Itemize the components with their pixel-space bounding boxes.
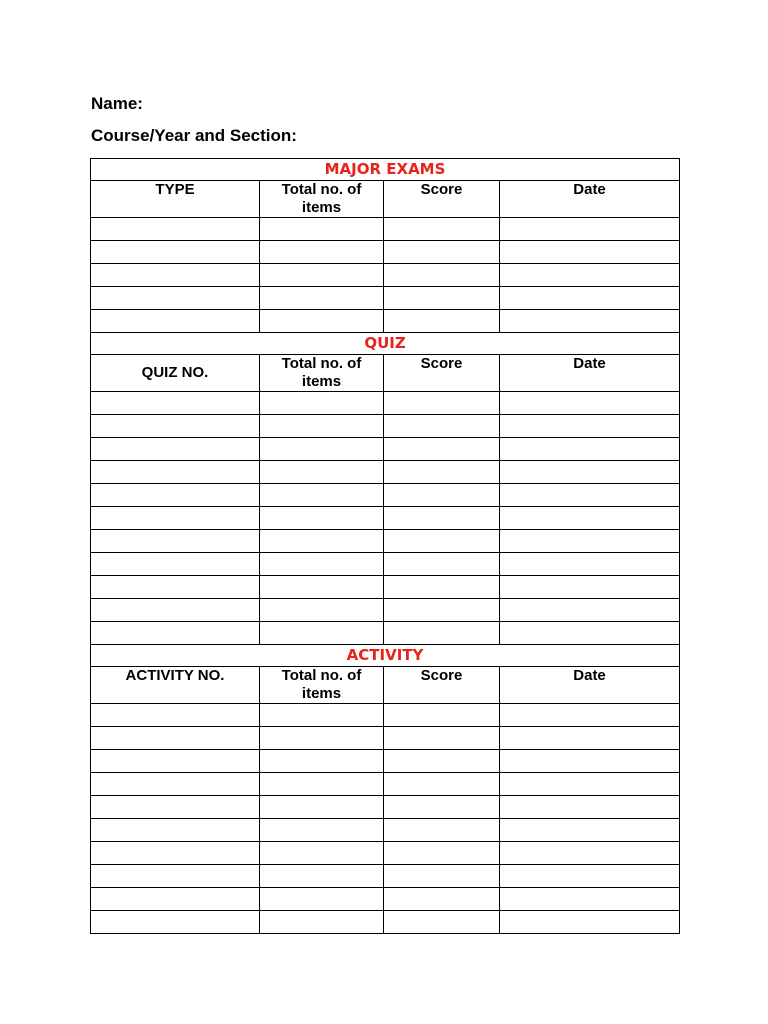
major-exams-date-cell[interactable] xyxy=(500,287,680,310)
major-exams-date-cell[interactable] xyxy=(500,264,680,287)
activity-entry-row xyxy=(91,796,680,819)
activity-entry-row xyxy=(91,727,680,750)
major-exams-header-date: Date xyxy=(500,181,680,218)
quiz-entry-row xyxy=(91,415,680,438)
activity-activity-no-cell[interactable] xyxy=(91,796,260,819)
major-exams-date-cell[interactable] xyxy=(500,241,680,264)
activity-section-title: ACTIVITY xyxy=(91,645,680,667)
quiz-total-no-of-items-cell[interactable] xyxy=(260,484,384,507)
activity-activity-no-cell[interactable] xyxy=(91,773,260,796)
quiz-quiz-no-cell[interactable] xyxy=(91,599,260,622)
quiz-entry-row xyxy=(91,461,680,484)
activity-score-cell[interactable] xyxy=(384,911,500,934)
activity-entry-row xyxy=(91,704,680,727)
quiz-entry-row xyxy=(91,484,680,507)
activity-score-cell[interactable] xyxy=(384,842,500,865)
quiz-score-cell[interactable] xyxy=(384,599,500,622)
major-exams-score-cell[interactable] xyxy=(384,264,500,287)
major-exams-section-title-row xyxy=(91,159,680,181)
major-exams-score-cell[interactable] xyxy=(384,287,500,310)
quiz-date-cell[interactable] xyxy=(500,530,680,553)
quiz-quiz-no-cell[interactable] xyxy=(91,392,260,415)
quiz-entry-row xyxy=(91,507,680,530)
quiz-entry-row xyxy=(91,576,680,599)
activity-header-date: Date xyxy=(500,667,680,704)
major-exams-entry-row xyxy=(91,241,680,264)
major-exams-total-no-of-items-cell[interactable] xyxy=(260,310,384,333)
activity-total-no-of-items-cell[interactable] xyxy=(260,750,384,773)
activity-date-cell[interactable] xyxy=(500,773,680,796)
activity-header-activity-no: ACTIVITY NO. xyxy=(91,667,260,704)
activity-activity-no-cell[interactable] xyxy=(91,704,260,727)
quiz-entry-row xyxy=(91,622,680,645)
quiz-total-no-of-items-cell[interactable] xyxy=(260,461,384,484)
activity-score-cell[interactable] xyxy=(384,796,500,819)
quiz-entry-row xyxy=(91,438,680,461)
activity-date-cell[interactable] xyxy=(500,796,680,819)
activity-total-no-of-items-cell[interactable] xyxy=(260,888,384,911)
quiz-quiz-no-cell[interactable] xyxy=(91,507,260,530)
grades-table xyxy=(90,158,680,934)
activity-date-cell[interactable] xyxy=(500,911,680,934)
quiz-score-cell[interactable] xyxy=(384,415,500,438)
major-exams-date-cell[interactable] xyxy=(500,310,680,333)
quiz-date-cell[interactable] xyxy=(500,461,680,484)
quiz-header-quiz-no: QUIZ NO. xyxy=(91,355,260,392)
activity-activity-no-cell[interactable] xyxy=(91,865,260,888)
quiz-quiz-no-cell[interactable] xyxy=(91,622,260,645)
quiz-score-cell[interactable] xyxy=(384,553,500,576)
major-exams-score-cell[interactable] xyxy=(384,218,500,241)
quiz-entry-row xyxy=(91,392,680,415)
major-exams-total-no-of-items-cell[interactable] xyxy=(260,287,384,310)
activity-entry-row xyxy=(91,842,680,865)
activity-date-cell[interactable] xyxy=(500,704,680,727)
activity-entry-row xyxy=(91,750,680,773)
quiz-date-cell[interactable] xyxy=(500,392,680,415)
activity-score-cell[interactable] xyxy=(384,865,500,888)
quiz-total-no-of-items-cell[interactable] xyxy=(260,392,384,415)
quiz-score-cell[interactable] xyxy=(384,530,500,553)
quiz-total-no-of-items-cell[interactable] xyxy=(260,415,384,438)
quiz-score-cell[interactable] xyxy=(384,392,500,415)
activity-date-cell[interactable] xyxy=(500,750,680,773)
activity-activity-no-cell[interactable] xyxy=(91,911,260,934)
quiz-quiz-no-cell[interactable] xyxy=(91,461,260,484)
activity-activity-no-cell[interactable] xyxy=(91,888,260,911)
activity-total-no-of-items-cell[interactable] xyxy=(260,796,384,819)
quiz-total-no-of-items-cell[interactable] xyxy=(260,438,384,461)
activity-activity-no-cell[interactable] xyxy=(91,842,260,865)
quiz-date-cell[interactable] xyxy=(500,507,680,530)
quiz-header-total-no-of-items: Total no. of items xyxy=(260,355,384,392)
major-exams-section-title: MAJOR EXAMS xyxy=(91,159,680,181)
quiz-section-title: QUIZ xyxy=(91,333,680,355)
quiz-quiz-no-cell[interactable] xyxy=(91,553,260,576)
activity-entry-row xyxy=(91,819,680,842)
quiz-total-no-of-items-cell[interactable] xyxy=(260,553,384,576)
activity-activity-no-cell[interactable] xyxy=(91,750,260,773)
activity-date-cell[interactable] xyxy=(500,842,680,865)
activity-header-row xyxy=(91,667,680,704)
activity-total-no-of-items-cell[interactable] xyxy=(260,842,384,865)
activity-total-no-of-items-cell[interactable] xyxy=(260,911,384,934)
quiz-score-cell[interactable] xyxy=(384,576,500,599)
major-exams-score-cell[interactable] xyxy=(384,310,500,333)
activity-total-no-of-items-cell[interactable] xyxy=(260,727,384,750)
activity-date-cell[interactable] xyxy=(500,888,680,911)
activity-activity-no-cell[interactable] xyxy=(91,727,260,750)
major-exams-header-total-no-of-items: Total no. of items xyxy=(260,181,384,218)
quiz-entry-row xyxy=(91,599,680,622)
quiz-date-cell[interactable] xyxy=(500,438,680,461)
activity-date-cell[interactable] xyxy=(500,727,680,750)
quiz-entry-row xyxy=(91,553,680,576)
activity-score-cell[interactable] xyxy=(384,773,500,796)
major-exams-type-cell[interactable] xyxy=(91,310,260,333)
major-exams-header-type: TYPE xyxy=(91,181,260,218)
quiz-header-date: Date xyxy=(500,355,680,392)
quiz-date-cell[interactable] xyxy=(500,599,680,622)
activity-score-cell[interactable] xyxy=(384,727,500,750)
activity-total-no-of-items-cell[interactable] xyxy=(260,773,384,796)
activity-entry-row xyxy=(91,865,680,888)
name-label: Name: xyxy=(91,94,143,113)
quiz-section-title-row xyxy=(91,333,680,355)
quiz-total-no-of-items-cell[interactable] xyxy=(260,507,384,530)
activity-section-title-row xyxy=(91,645,680,667)
quiz-score-cell[interactable] xyxy=(384,438,500,461)
activity-score-cell[interactable] xyxy=(384,704,500,727)
activity-total-no-of-items-cell[interactable] xyxy=(260,819,384,842)
major-exams-date-cell[interactable] xyxy=(500,218,680,241)
activity-score-cell[interactable] xyxy=(384,819,500,842)
quiz-quiz-no-cell[interactable] xyxy=(91,438,260,461)
quiz-header-score: Score xyxy=(384,355,500,392)
major-exams-total-no-of-items-cell[interactable] xyxy=(260,264,384,287)
course-year-section-label: Course/Year and Section: xyxy=(91,126,297,145)
quiz-score-cell[interactable] xyxy=(384,622,500,645)
major-exams-type-cell[interactable] xyxy=(91,287,260,310)
quiz-total-no-of-items-cell[interactable] xyxy=(260,576,384,599)
activity-entry-row xyxy=(91,773,680,796)
activity-header-score: Score xyxy=(384,667,500,704)
activity-total-no-of-items-cell[interactable] xyxy=(260,704,384,727)
quiz-total-no-of-items-cell[interactable] xyxy=(260,530,384,553)
quiz-quiz-no-cell[interactable] xyxy=(91,576,260,599)
quiz-score-cell[interactable] xyxy=(384,484,500,507)
major-exams-header-row xyxy=(91,181,680,218)
quiz-score-cell[interactable] xyxy=(384,461,500,484)
major-exams-total-no-of-items-cell[interactable] xyxy=(260,241,384,264)
major-exams-type-cell[interactable] xyxy=(91,264,260,287)
activity-date-cell[interactable] xyxy=(500,819,680,842)
activity-score-cell[interactable] xyxy=(384,888,500,911)
quiz-date-cell[interactable] xyxy=(500,484,680,507)
major-exams-entry-row xyxy=(91,218,680,241)
major-exams-type-cell[interactable] xyxy=(91,241,260,264)
quiz-date-cell[interactable] xyxy=(500,415,680,438)
activity-activity-no-cell[interactable] xyxy=(91,819,260,842)
major-exams-entry-row xyxy=(91,264,680,287)
activity-total-no-of-items-cell[interactable] xyxy=(260,865,384,888)
quiz-entry-row xyxy=(91,530,680,553)
major-exams-entry-row xyxy=(91,287,680,310)
activity-entry-row xyxy=(91,911,680,934)
quiz-score-cell[interactable] xyxy=(384,507,500,530)
major-exams-header-score: Score xyxy=(384,181,500,218)
quiz-quiz-no-cell[interactable] xyxy=(91,484,260,507)
major-exams-entry-row xyxy=(91,310,680,333)
major-exams-total-no-of-items-cell[interactable] xyxy=(260,218,384,241)
major-exams-type-cell[interactable] xyxy=(91,218,260,241)
quiz-total-no-of-items-cell[interactable] xyxy=(260,599,384,622)
major-exams-score-cell[interactable] xyxy=(384,241,500,264)
quiz-total-no-of-items-cell[interactable] xyxy=(260,622,384,645)
activity-entry-row xyxy=(91,888,680,911)
activity-date-cell[interactable] xyxy=(500,865,680,888)
quiz-quiz-no-cell[interactable] xyxy=(91,415,260,438)
quiz-date-cell[interactable] xyxy=(500,576,680,599)
quiz-date-cell[interactable] xyxy=(500,553,680,576)
activity-score-cell[interactable] xyxy=(384,750,500,773)
quiz-quiz-no-cell[interactable] xyxy=(91,530,260,553)
quiz-date-cell[interactable] xyxy=(500,622,680,645)
quiz-header-row xyxy=(91,355,680,392)
activity-header-total-no-of-items: Total no. of items xyxy=(260,667,384,704)
